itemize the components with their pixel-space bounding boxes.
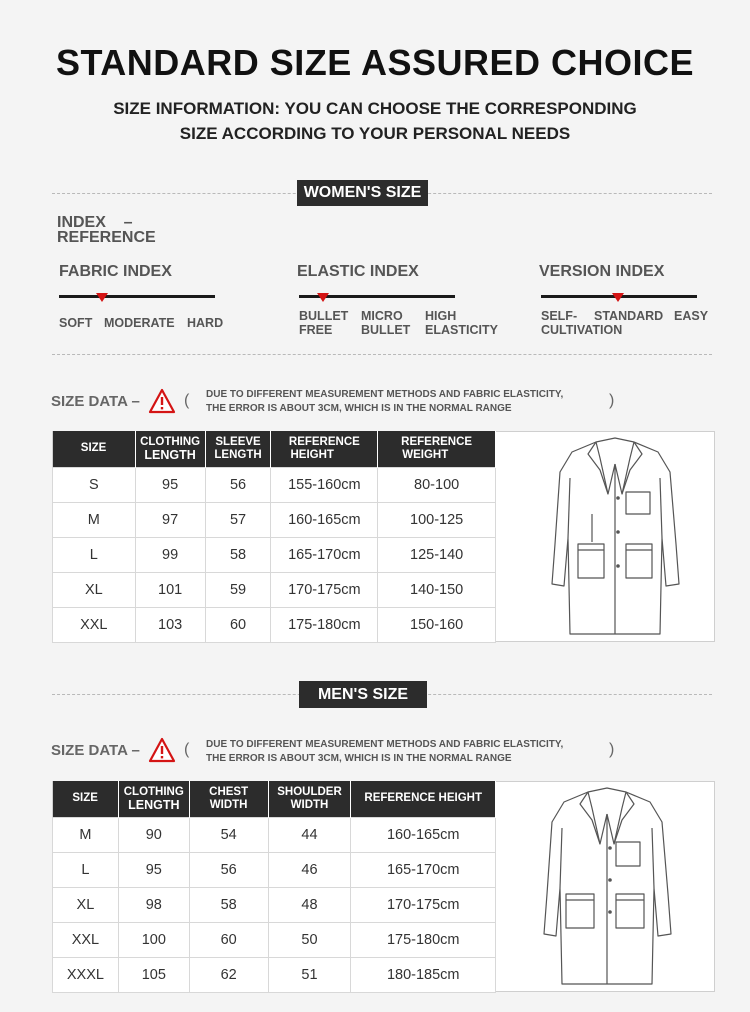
col-label: WEIGHT — [402, 448, 449, 461]
elastic-label-c-line2: ELASTICITY — [425, 323, 498, 337]
elastic-label-high-elasticity — [425, 309, 498, 337]
col-reference-height: REFERENCE HEIGHT — [351, 781, 496, 817]
page-subtitle — [0, 96, 750, 146]
cell-length: 103 — [135, 607, 205, 642]
table-row — [53, 887, 496, 922]
cell-length: 95 — [135, 467, 205, 502]
cell-length: 105 — [118, 957, 189, 992]
col-label: LENGTH — [144, 447, 196, 462]
table-row — [53, 957, 496, 992]
version-index-marker — [612, 293, 624, 302]
cell-size: S — [53, 467, 136, 502]
version-label-a-line1: SELF- — [541, 309, 578, 323]
table-row — [53, 502, 496, 537]
table-row — [53, 537, 496, 572]
col-size: SIZE — [53, 781, 119, 817]
table-row — [53, 922, 496, 957]
col-clothing-length — [135, 431, 205, 467]
lab-coat-illustration — [540, 784, 675, 989]
subtitle-line-1: SIZE INFORMATION: YOU CAN CHOOSE THE CORRESPONDING — [113, 99, 637, 118]
close-paren: ) — [609, 741, 615, 758]
table-row — [53, 817, 496, 852]
cell-sleeve: 60 — [205, 607, 271, 642]
table-row — [53, 572, 496, 607]
table-header-row — [53, 781, 496, 817]
table-row — [53, 467, 496, 502]
cell-weight: 150-160 — [378, 607, 496, 642]
col-label: REFERENCE — [288, 435, 360, 448]
note-line-1: DUE TO DIFFERENT MEASUREMENT METHODS AND FABRIC ELASTICITY, — [206, 739, 564, 750]
note-line-1: DUE TO DIFFERENT MEASUREMENT METHODS AND FABRIC ELASTICITY, — [206, 389, 564, 400]
col-reference-weight — [378, 431, 496, 467]
cell-length: 99 — [135, 537, 205, 572]
elastic-label-a-line1: BULLET — [299, 309, 349, 323]
col-reference-height — [271, 431, 378, 467]
lab-coat-illustration — [548, 434, 683, 639]
men-size-table — [52, 781, 496, 993]
women-size-table — [52, 431, 496, 643]
elastic-label-bullet-free — [299, 309, 348, 337]
cell-length: 98 — [118, 887, 189, 922]
version-label-easy: EASY — [674, 309, 709, 323]
women-size-data-label: SIZE DATA – — [51, 393, 140, 410]
col-sleeve-length — [205, 431, 271, 467]
cell-weight: 100-125 — [378, 502, 496, 537]
col-label: WIDTH — [290, 798, 329, 811]
mens-size-badge: MEN'S SIZE — [299, 681, 427, 708]
elastic-index-title: ELASTIC INDEX — [297, 263, 419, 280]
cell-length: 95 — [118, 852, 189, 887]
cell-weight: 125-140 — [378, 537, 496, 572]
col-chest-width — [189, 781, 268, 817]
cell-shoulder: 48 — [268, 887, 351, 922]
col-shoulder-width — [268, 781, 351, 817]
cell-size: M — [53, 817, 119, 852]
version-label-a-line2: CULTIVATION — [541, 323, 623, 337]
cell-sleeve: 57 — [205, 502, 271, 537]
cell-height: 165-170cm — [351, 852, 496, 887]
cell-chest: 60 — [189, 922, 268, 957]
cell-height: 175-180cm — [351, 922, 496, 957]
cell-chest: 58 — [189, 887, 268, 922]
cell-length: 101 — [135, 572, 205, 607]
cell-shoulder: 44 — [268, 817, 351, 852]
open-paren: ( — [184, 741, 190, 758]
cell-size: L — [53, 537, 136, 572]
elastic-label-c-line1: HIGH — [425, 309, 457, 323]
table-header-row — [53, 431, 496, 467]
cell-shoulder: 50 — [268, 922, 351, 957]
cell-height: 160-165cm — [351, 817, 496, 852]
womens-size-badge: WOMEN'S SIZE — [297, 180, 428, 206]
fabric-label-hard: HARD — [187, 316, 224, 330]
cell-size: XXL — [53, 922, 119, 957]
col-label: LENGTH — [128, 797, 180, 812]
col-label: CLOTHING — [123, 785, 184, 798]
cell-height: 175-180cm — [271, 607, 378, 642]
cell-size: XXL — [53, 607, 136, 642]
warning-icon — [148, 388, 176, 414]
cell-weight: 140-150 — [378, 572, 496, 607]
fabric-index-title: FABRIC INDEX — [59, 263, 172, 280]
col-label: HEIGHT — [290, 448, 334, 461]
cell-shoulder: 51 — [268, 957, 351, 992]
cell-size: L — [53, 852, 119, 887]
cell-height: 165-170cm — [271, 537, 378, 572]
fabric-label-soft: SOFT — [59, 316, 93, 330]
warning-icon — [148, 737, 176, 763]
note-line-2: THE ERROR IS ABOUT 3CM, WHICH IS IN THE NORMAL RANGE — [206, 403, 512, 414]
col-size: SIZE — [53, 431, 136, 467]
col-label: CLOTHING — [140, 435, 201, 448]
index-reference-line-2: REFERENCE — [57, 229, 156, 246]
col-label: LENGTH — [214, 448, 262, 461]
elastic-label-micro-bullet — [361, 309, 410, 337]
cell-height: 160-165cm — [271, 502, 378, 537]
cell-chest: 56 — [189, 852, 268, 887]
cell-sleeve: 58 — [205, 537, 271, 572]
women-measurement-note — [206, 388, 563, 416]
col-label: WIDTH — [209, 798, 248, 811]
cell-size: M — [53, 502, 136, 537]
cell-chest: 62 — [189, 957, 268, 992]
note-line-2: THE ERROR IS ABOUT 3CM, WHICH IS IN THE NORMAL RANGE — [206, 753, 512, 764]
cell-shoulder: 46 — [268, 852, 351, 887]
open-paren: ( — [184, 392, 190, 409]
close-paren: ) — [609, 392, 615, 409]
cell-weight: 80-100 — [378, 467, 496, 502]
fabric-index-marker — [96, 293, 108, 302]
page-title: STANDARD SIZE ASSURED CHOICE — [55, 42, 695, 83]
cell-length: 97 — [135, 502, 205, 537]
subtitle-line-2: SIZE ACCORDING TO YOUR PERSONAL NEEDS — [179, 124, 571, 143]
elastic-label-b-line1: MICRO — [361, 309, 403, 323]
cell-length: 100 — [118, 922, 189, 957]
cell-height: 180-185cm — [351, 957, 496, 992]
cell-height: 170-175cm — [271, 572, 378, 607]
divider-line — [52, 354, 712, 355]
index-reference-label — [57, 215, 156, 245]
version-label-standard: STANDARD — [594, 309, 664, 323]
elastic-label-b-line2: BULLET — [361, 323, 411, 337]
men-measurement-note — [206, 738, 563, 766]
fabric-index-scale — [59, 295, 215, 298]
cell-height: 155-160cm — [271, 467, 378, 502]
col-label: CHEST — [209, 785, 249, 798]
cell-height: 170-175cm — [351, 887, 496, 922]
col-label: SLEEVE — [215, 435, 261, 448]
cell-size: XXXL — [53, 957, 119, 992]
elastic-index-marker — [317, 293, 329, 302]
cell-sleeve: 59 — [205, 572, 271, 607]
cell-sleeve: 56 — [205, 467, 271, 502]
men-size-data-label: SIZE DATA – — [51, 742, 140, 759]
elastic-label-a-line2: FREE — [299, 323, 333, 337]
version-index-title: VERSION INDEX — [539, 263, 665, 280]
col-label: REFERENCE — [401, 435, 473, 448]
col-clothing-length — [118, 781, 189, 817]
table-row — [53, 607, 496, 642]
cell-size: XL — [53, 887, 119, 922]
col-label: SHOULDER — [277, 785, 342, 798]
cell-chest: 54 — [189, 817, 268, 852]
fabric-label-moderate: MODERATE — [104, 316, 175, 330]
cell-length: 90 — [118, 817, 189, 852]
table-row — [53, 852, 496, 887]
cell-size: XL — [53, 572, 136, 607]
index-reference-line-1: INDEX – — [57, 214, 133, 231]
